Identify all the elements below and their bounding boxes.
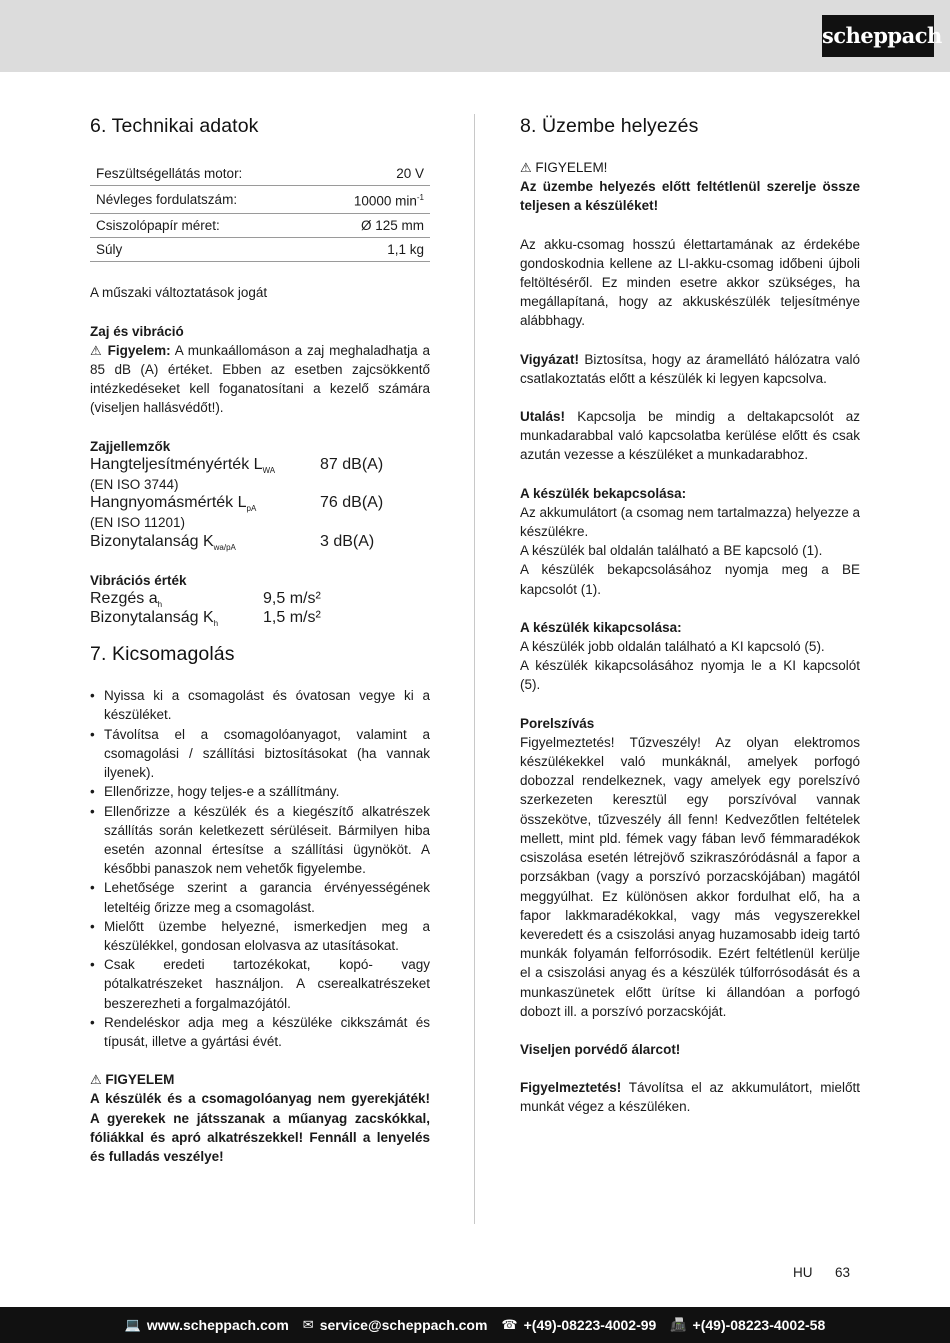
akku-paragraph: Az akku-csomag hosszú élettartamának az érdekébe gondoskodnia kellene az LI-akku-csomag időbeni újboli feltöltéséről. Ez minden esetre akkor szükséges, ha megállapítaná, hogy az akkuskészülék teljesítménye alábbhagy. [520,236,860,329]
utalas-text: Kapcsolja be mindig a deltakapcsolót az munkadarabbal való kapcsolatba kerülése előtt és csak azután vezesse a készüléket a munkadarabhoz. [520,409,860,463]
list-item: • Lehetősége szerint a garancia érvényességének leteltéig őrizze meg a csomagolást. [90,878,430,916]
warning-triangle-icon: ⚠ [90,1072,102,1088]
spec-value: Ø 125 mm [314,213,430,237]
spec-label: Feszültségellátás motor: [90,162,314,186]
bekapcsolas-heading: A készülék bekapcsolása: [520,485,687,501]
spec-value [314,186,430,214]
header-bar [0,0,950,72]
list-item: • Távolítsa el a csomagolóanyagot, valamint a csomagolási / szállítási biztosításokat (ha vannak ilyenek). [90,725,430,783]
zaj-value: 3 dB(A) [320,532,375,550]
vib-label-text: Bizonytalanság K [90,609,214,627]
kikapcsolas-line: A készülék kikapcsolásához nyomja le a KI kapcsolót (5). [520,658,860,693]
zaj-value: 76 dB(A) [320,494,384,512]
warning-2-title-text: FIGYELEM [105,1072,175,1088]
warning-title-text: FIGYELEM! [535,160,608,175]
zaj-value: 87 dB(A) [320,455,384,473]
final-warning-text: Távolítsa el az akkumulátort, mielőtt munkát végez a készüléken. [520,1080,860,1115]
noise-warning [90,341,430,418]
left-column [90,112,430,1166]
list-item: • Ellenőrizze a készülék és a kiegészítő alkatrészek szállítás során keletkezett sérüléseit. Bármilyen hiba esetén azonnal értesítse a szállítási ügynököt. A későbbi panaszok nem vehetők figyelembe. [90,802,430,879]
noise-warn-label: Figyelem: [107,342,171,358]
footer-email-text: service@scheppach.com [319,1317,488,1333]
spec-row [90,238,430,262]
fax-icon: 📠 [670,1317,687,1332]
final-warning [520,1078,860,1116]
zaj-label [90,456,320,475]
list-item: • Mielőtt üzembe helyezné, ismerkedjen meg a készülékkel, gondosan elolvasva az utasításokat. [90,917,430,955]
mask-notice: Viseljen porvédő álarcot! [520,1041,681,1057]
section-8-title: 8. Üzembe helyezés [520,115,699,137]
unpacking-list [90,686,430,1051]
spec-value: 1,1 kg [314,238,430,262]
vigyazat-text: Biztosítsa, hogy az áramellátó hálózatra való csatlakoztatás előtt a készülék ki legyen kapcsolva. [520,351,860,386]
vigyazat-paragraph [520,350,860,388]
footer-website-text: www.scheppach.com [146,1317,289,1333]
spec-value-sup: -1 [416,193,424,203]
spec-value-text: 10000 min [353,193,417,209]
kikapcsolas-heading: A készülék kikapcsolása: [520,619,682,635]
spec-row [90,213,430,237]
spec-row [90,162,430,186]
footer-fax-text: +(49)-08223-4002-58 [692,1317,826,1333]
final-warning-label: Figyelmeztetés! [520,1080,622,1096]
porelszivas-heading: Porelszívás [520,715,595,731]
noise-warn-text: A munkaállomáson a zaj meghaladhatja a 85 dB (A) értéket. Ebben az esetben zajcsökkentő intézkedéseket kell foganatosítani a kezelő számára (viseljen hallásvédőt!). [90,342,430,416]
zaj-label-sub: pA [246,504,257,514]
reserve-note: A műszaki változtatások jogát [90,285,268,301]
spec-label: Súly [90,238,314,262]
bekapcsolas-line: A készülék bekapcsolásához nyomja meg a BE kapcsolót (1). [520,562,860,597]
bekapcsolas-line: Az akkumulátort (a csomag nem tartalmazza) helyezze a készülékre. [520,504,860,540]
footer-bar [0,1307,950,1343]
vib-label-sub: h [213,619,219,629]
spec-label: Névleges fordulatszám: [90,186,314,214]
section-6-title: 6. Technikai adatok [90,115,259,137]
utalas-paragraph [520,407,860,465]
utalas-label: Utalás! [520,409,566,425]
vib-value: 1,5 m/s² [263,609,321,627]
bekapcsolas-line: A készülék bal oldalán található a BE kapcsoló (1). [520,543,823,559]
list-item: • Ellenőrizze, hogy teljes-e a szállítmány. [90,782,430,801]
footer-phone-text: +(49)-08223-4002-99 [523,1317,657,1333]
zaj-label [90,533,320,552]
footer-fax [670,1317,825,1333]
vib-value: 9,5 m/s² [263,589,321,607]
phone-icon: ☎ [501,1317,518,1332]
zaj-row [90,494,430,513]
spec-label: Csiszolópapír méret: [90,213,314,237]
vib-label [90,590,263,609]
zaj-label [90,494,320,513]
warning-title [520,158,860,177]
vib-label-sub: h [157,600,163,610]
column-divider [474,114,475,1224]
vigyazat-label: Vigyázat! [520,351,580,367]
vib-heading: Vibrációs érték [90,572,187,588]
mail-icon: ✉ [302,1317,314,1332]
kikapcsolas-line: A készülék jobb oldalán található a KI kapcsoló (5). [520,639,825,655]
warning-2-title [90,1070,430,1089]
zaj-list [90,456,430,552]
zaj-label-text: Hangteljesítményérték L [90,455,263,473]
section-7-title: 7. Kicsomagolás [90,643,235,666]
zaj-label-sub: wa/pA [213,542,236,552]
scheppach-logo: scheppach [822,15,934,57]
noise-heading: Zaj és vibráció [90,323,184,339]
warning-triangle-icon: ⚠ [520,160,532,175]
footer-website[interactable] [125,1317,289,1333]
language-code: HU [793,1265,813,1280]
spec-value: 20 V [314,162,430,186]
vib-row [90,609,430,628]
vib-row [90,590,430,609]
warning-triangle-icon: ⚠ [90,342,103,358]
vib-label [90,609,263,628]
list-item: • Csak eredeti tartozékokat, kopó- vagy pótalkatrészeket használjon. A cserealkatrészeket beszerezheti a forgalmazójától. [90,955,430,1013]
porelszivas-text: Figyelmeztetés! Tűzveszély! Az olyan elektromos készülékekkel való munkáknál, amelyek porfogó dobozzal rendelkeznek, vagy amelyek egy porelszívó szerkezeten keresztül egy porszívóval vannak összekötve, tűzveszély áll fenn! Kedvezőtlen feltételek mellett, mint pld. fémek vagy fában levő fémmaradékok csiszolása esetén létrejövő szikraszóródásnál a fapor a porzsákban (vagy a porszívó porzacskójában) magától meggyúlhat. Ez különösen akkor fordulhat elő, ha a fapor lakkmaradékokkal, vagy más vegyszerekkel keveredett és a csiszolási anyag huzamosabb ideig tartó munkák folyamán felforrósodik. Ezért feltétlenül kerülje el a csiszolási anyag és a készülék túlforrósodását és a munkaszünetek előtt ürítse ki állandóan a porfogó dobozt ill. a porszívó porzacskóját. [520,734,860,1019]
list-item: • Nyissa ki a csomagolást és óvatosan vegye ki a készüléket. [90,686,430,724]
zaj-label-text: Hangnyomásmérték L [90,494,247,512]
list-item: • Rendeléskor adja meg a készüléke cikkszámát és típusát, illetve a gyártási évét. [90,1013,430,1051]
vib-label-text: Rezgés a [90,589,158,607]
warning-2-text: A készülék és a csomagolóanyag nem gyerekjáték! A gyerekek ne játsszanak a műanyag zacskókkal, fóliákkal és apró alkatrészekkel! Fennáll a lenyelés és fulladás veszélye! [90,1091,430,1164]
zaj-note: (EN ISO 11201) [90,515,186,531]
zaj-note: (EN ISO 3744) [90,476,179,492]
computer-icon: 💻 [124,1317,141,1332]
page-number: 63 [835,1265,851,1280]
footer-email[interactable] [303,1317,488,1333]
spec-row [90,186,430,214]
zaj-label-sub: WA [262,465,276,475]
right-column [520,112,860,1117]
footer-phone[interactable] [501,1317,656,1333]
spec-table [90,162,430,262]
zaj-label-text: Bizonytalanság K [90,532,214,550]
zaj-row [90,456,430,475]
warning-text: Az üzembe helyezés előtt feltétlenül szerelje össze teljesen a készüléket! [520,179,860,214]
zaj-heading: Zajjellemzők [90,438,171,454]
zaj-row [90,533,430,552]
